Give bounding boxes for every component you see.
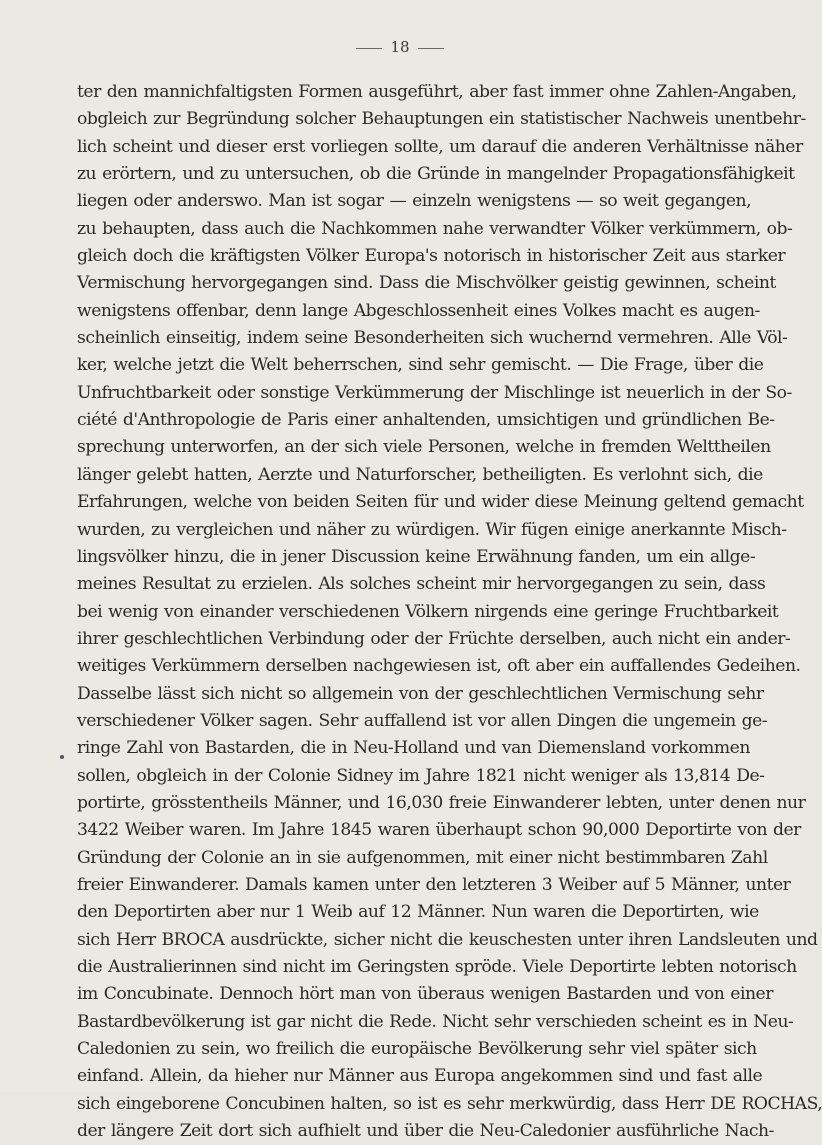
page-header — [0, 38, 800, 56]
text-line: bei wenig von einander verschiedenen Völkern nirgends eine geringe Fruchtbarkeit — [77, 601, 779, 622]
text-line: verschiedener Völker sagen. Sehr auffallend ist vor allen Dingen die ungemein ge- — [77, 710, 768, 731]
text-line: Bastardbevölkerung ist gar nicht die Rede. Nicht sehr verschieden scheint es in Neu- — [77, 1011, 794, 1032]
text-line: wurden, zu vergleichen und näher zu würdigen. Wir fügen einige anerkannte Misch- — [77, 519, 787, 540]
text-line: sich Herr BROCA ausdrückte, sicher nicht die keuschesten unter ihren Landsleuten und — [77, 929, 818, 950]
text-line: lingsvölker hinzu, die in jener Discussion keine Erwähnung fanden, um ein allge- — [77, 546, 756, 567]
text-line: ciété d'Anthropologie de Paris einer anhaltenden, umsichtigen und gründlichen Be- — [77, 410, 775, 431]
text-line: ker, welche jetzt die Welt beherrschen, sind sehr gemischt. — Die Frage, über die — [77, 355, 764, 376]
text-line: zu erörtern, und zu untersuchen, ob die Gründe in mangelnder Propagationsfähigkeit — [77, 164, 795, 185]
text-line: den Deportirten aber nur 1 Weib auf 12 Männer. Nun waren die Deportirten, wie — [77, 902, 759, 923]
text-line: freier Einwanderer. Damals kamen unter den letzteren 3 Weiber auf 5 Männer, unter — [77, 874, 791, 895]
header-dash-right — [418, 48, 444, 49]
text-line: sollen, obgleich in der Colonie Sidney im Jahre 1821 nicht weniger als 13,814 De- — [77, 765, 765, 786]
text-line: Erfahrungen, welche von beiden Seiten für und wider diese Meinung geltend gemacht — [77, 492, 804, 513]
text-line: im Concubinate. Dennoch hört man von überaus wenigen Bastarden und von einer — [77, 984, 773, 1005]
text-line: wenigstens offenbar, denn lange Abgeschlossenheit eines Volkes macht es augen- — [77, 300, 760, 321]
page-number: 18 — [390, 38, 410, 56]
text-line: obgleich zur Begründung solcher Behauptungen ein statistischer Nachweis unentbehr- — [77, 109, 806, 130]
text-line: 3422 Weiber waren. Im Jahre 1845 waren überhaupt schon 90,000 Deportirte von der — [77, 820, 801, 841]
text-line: der längere Zeit dort sich aufhielt und über die Neu-Caledonier ausführliche Nach- — [77, 1121, 774, 1142]
header-dash-left — [356, 48, 382, 49]
text-line: zu behaupten, dass auch die Nachkommen nahe verwandter Völker verkümmern, ob- — [77, 218, 793, 239]
text-line: sich eingeborene Concubinen halten, so ist es sehr merkwürdig, dass Herr DE ROCHAS, — [77, 1093, 822, 1114]
text-line: Dasselbe lässt sich nicht so allgemein von der geschlechtlichen Vermischung sehr — [77, 683, 764, 704]
margin-mark — [60, 755, 64, 759]
text-line: Gründung der Colonie an in sie aufgenommen, mit einer nicht bestimmbaren Zahl — [77, 847, 768, 868]
text-line: länger gelebt hatten, Aerzte und Naturforscher, betheiligten. Es verlohnt sich, die — [77, 464, 763, 485]
text-line: Unfruchtbarkeit oder sonstige Verkümmerung der Mischlinge ist neuerlich in der So- — [77, 382, 792, 403]
text-line: portirte, grösstentheils Männer, und 16,030 freie Einwanderer lebten, unter denen nur — [77, 792, 806, 813]
text-line: liegen oder anderswo. Man ist sogar — einzeln wenigstens — so weit gegangen, — [77, 191, 752, 212]
text-line: sprechung unterworfen, an der sich viele Personen, welche in fremden Welttheilen — [77, 437, 771, 458]
text-line: gleich doch die kräftigsten Völker Europa's notorisch in historischer Zeit aus starker — [77, 246, 786, 267]
text-line: Vermischung hervorgegangen sind. Dass die Mischvölker geistig gewinnen, scheint — [77, 273, 776, 294]
body-text — [77, 79, 822, 1145]
text-line: einfand. Allein, da hieher nur Männer aus Europa angekommen sind und fast alle — [77, 1066, 763, 1087]
text-line: lich scheint und dieser erst vorliegen sollte, um darauf die anderen Verhältnisse näher — [77, 136, 803, 157]
text-line: ringe Zahl von Bastarden, die in Neu-Holland und van Diemensland vorkommen — [77, 738, 750, 759]
text-line: weitiges Verkümmern derselben nachgewiesen ist, oft aber ein auffallendes Gedeihen. — [77, 656, 801, 677]
text-line: die Australierinnen sind nicht im Geringsten spröde. Viele Deportirte lebten notorisch — [77, 957, 797, 977]
text-line: meines Resultat zu erzielen. Als solches scheint mir hervorgegangen zu sein, dass — [77, 574, 766, 595]
text-line: scheinlich einseitig, indem seine Besonderheiten sich wuchernd vermehren. Alle Völ- — [77, 328, 788, 349]
text-line: ter den mannichfaltigsten Formen ausgeführt, aber fast immer ohne Zahlen-Angaben, — [77, 82, 797, 102]
text-line: ihrer geschlechtlichen Verbindung oder der Früchte derselben, auch nicht ein ander- — [77, 628, 791, 649]
text-line: Caledonien zu sein, wo freilich die europäische Bevölkerung sehr viel später sich — [77, 1039, 757, 1060]
